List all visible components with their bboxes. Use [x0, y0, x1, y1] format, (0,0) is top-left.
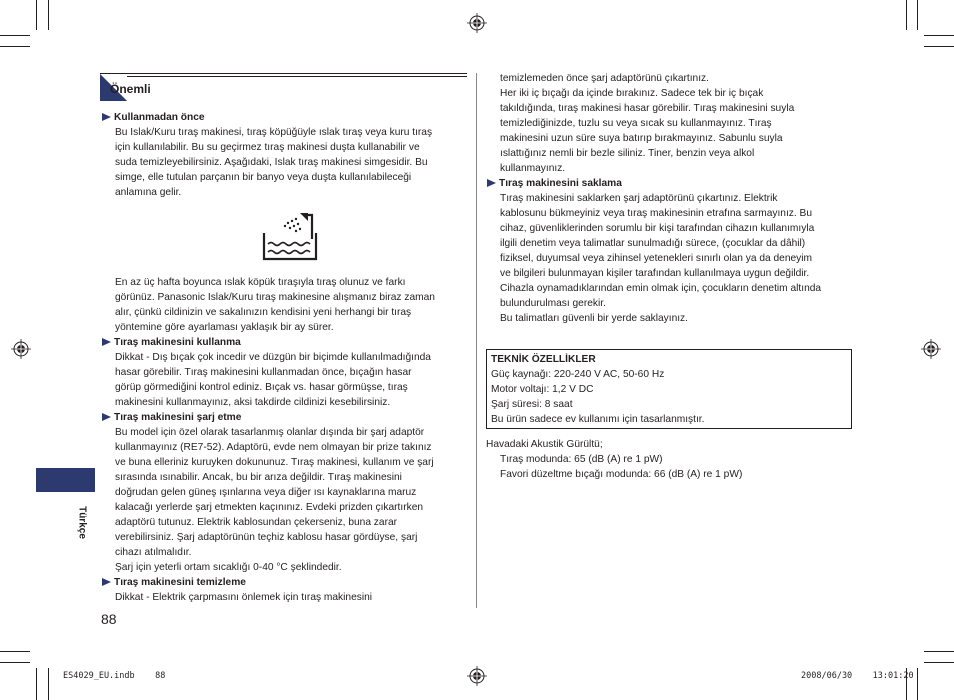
noise-title: Havadaki Akustik Gürültü; [486, 439, 603, 450]
specs-line: Motor voltajı: 1,2 V DC [491, 384, 594, 395]
registration-mark-icon [921, 339, 941, 359]
page-number: 88 [101, 611, 117, 627]
item-heading: Tıraş makinesini şarj etme [102, 410, 472, 425]
noise-line: Favori düzeltme bıçağı modunda: 66 (dB (A) re 1 pW) [500, 469, 743, 480]
footer-file: ES4029_EU.indb 88 [63, 671, 166, 681]
item-body: Dikkat - Elektrik çarpmasını önlemek için tıraş makinesini [115, 592, 373, 603]
item-body: Tıraş makinesini saklarken şarj adaptörünü çıkartınız. Elektrik kablosunu bükmeyiniz veya tıraş makinesinin etrafına sarmayınız. Bu cihaz, güvenliklerinden sorumlu bir kişi tarafından cihazın kullanımıyla ilgili denetim veya talimatlar sunulmadığı sürece, (çocuklar da dâhil) fiziksel, duyumsal veya zihinsel yetenekleri sınırlı olan ya da deneyim ve bilgileri bulunmayan kişiler tarafından kullanılmaya uygun değildir. Cihazla oynamadıklarından emin olmak için, çocukların denetim altında bulundurulması gerekir. Bu talimatları güvenli bir yerde saklayınız. [500, 193, 822, 324]
item-heading: Tıraş makinesini kullanma [102, 335, 472, 350]
language-tab-label: Türkçe [76, 506, 88, 539]
item-heading: Tıraş makinesini temizleme [102, 575, 472, 590]
item-heading: Kullanmadan önce [102, 110, 472, 125]
specs-title: TEKNİK ÖZELLİKLER [491, 354, 596, 365]
language-tab [36, 468, 95, 492]
arrow-bullet-icon [102, 338, 111, 346]
item-body-continued: temizlemeden önce şarj adaptörünü çıkartınız. Her iki iç bıçağı da içinde bırakınız. Sadece tek bir iç bıçak takıldığında, tıraş makinesi hasar görebilir. Tıraş makinesini suyla temizlediğinizde, tuzlu su veya sıcak su kullanmayınız. Tıraş makinesini uzun süre suya batırıp bırakmayınız. Sabunlu suyla ıslattığınız nemli bir bezle siliniz. Tiner, benzin veya alkol kullanmayınız. [500, 73, 795, 174]
wet-shaver-icon [260, 211, 320, 268]
item-body-continued: En az üç hafta boyunca ıslak köpük tıraşıyla tıraş olunuz ve farkı görünüz. Panasonic Islak/Kuru tıraş makinesine alışmanız biraz zaman alır, çünkü cildinizin ve sakalınızın kendisini yeni herhangi bir tıraş yöntemine göre ayarlaması yaklaşık bir ay sürer. [115, 277, 435, 333]
specs-line: Şarj süresi: 8 saat [491, 399, 573, 410]
item-heading: Tıraş makinesini saklama [487, 176, 859, 191]
specs-line: Bu ürün sadece ev kullanımı için tasarlanmıştır. [491, 414, 705, 425]
noise-line: Tıraş modunda: 65 (dB (A) re 1 pW) [500, 454, 663, 465]
specs-box [486, 349, 852, 429]
arrow-bullet-icon [102, 578, 111, 586]
item-body: Dikkat - Dış bıçak çok incedir ve düzgün bir biçimde kullanılmadığında hasar görebilir. Tıraş makinesini kullanmadan önce, bıçağın hasar görüp görmediğini kontrol ediniz. Bıçak vs. hasar görmüşse, tıraş makinesini kullanmayınız, aksi takdirde cildinizi kesebilirsiniz. [115, 352, 431, 408]
registration-mark-icon [467, 666, 487, 686]
arrow-bullet-icon [102, 113, 111, 121]
item-body: Bu model için özel olarak tasarlanmış olanlar dışında bir şarj adaptör kullanmayınız (RE7-52). Adaptörü, evde nem olmayan bir prize takınız ve buna elleriniz kuruyken dokununuz. Tıraş makinesi, kullanım ve şarj sırasında ısınabilir. Ancak, bu bir arıza değildir. Tıraş makinesini doğrudan gelen güneş ışınlarına veya diğer ısı kaynaklarına maruz kalacağı yerlerde şarj etmekten kaçınınız. Evdeki prizden çıkartırken adaptörü tutunuz. Elektrik kablosundan çekerseniz, buna zarar verebilirsiniz. Şarj adaptörünün teçhiz kablosu hasar gördüyse, şarj cihazı atılmalıdır. Şarj için yeterli ortam sıcaklığı 0-40 °C şeklindedir. [115, 427, 434, 573]
footer-datetime: 2008/06/30 13:01:20 [801, 671, 914, 681]
specs-line: Güç kaynağı: 220-240 V AC, 50-60 Hz [491, 369, 665, 380]
arrow-bullet-icon [487, 179, 496, 187]
registration-mark-icon [11, 339, 31, 359]
section-title: Önemli [110, 82, 151, 96]
item-body: Bu Islak/Kuru tıraş makinesi, tıraş köpüğüyle ıslak tıraş veya kuru tıraş için kullanılabilir. Bu su geçirmez tıraş makinesi duşta kullanabilir ve suda temizleyebilirsiniz. Aşağıdaki, Islak tıraş makinesi simgesidir. Bu simge, elle tutulan parçanın bir banyo veya duşta kullanılabileceği anlamına gelir. [115, 127, 433, 198]
registration-mark-icon [467, 13, 487, 33]
arrow-bullet-icon [102, 413, 111, 421]
